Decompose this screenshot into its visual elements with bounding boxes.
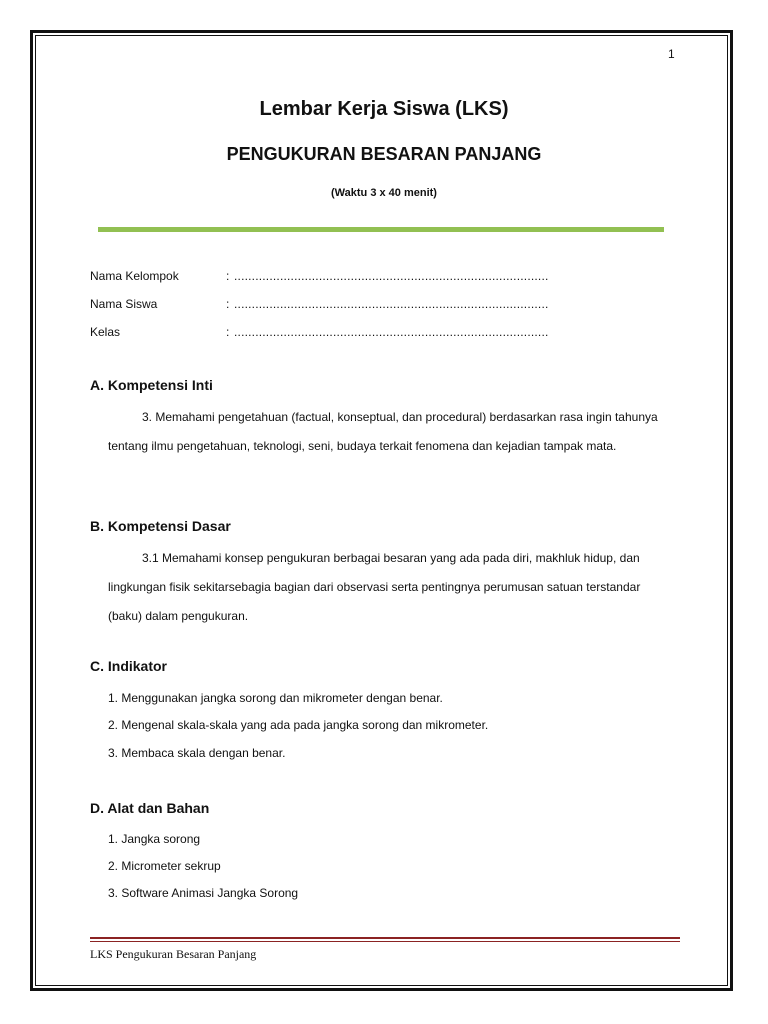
section-c-heading: C. Indikator [90, 658, 168, 674]
document-title: Lembar Kerja Siswa (LKS) [259, 98, 509, 120]
field-label: Nama Kelompok [90, 269, 179, 283]
field-blank[interactable]: ......................................................................................... [234, 297, 549, 311]
footer-divider [90, 937, 680, 939]
title-divider [98, 227, 664, 232]
footer-divider-thin [90, 941, 680, 942]
list-item: 2. Mengenal skala-skala yang ada pada jangka sorong dan mikrometer. [108, 718, 489, 732]
field-colon: : [226, 269, 230, 283]
document-subtitle: PENGUKURAN BESARAN PANJANG [226, 144, 542, 164]
field-label: Nama Siswa [90, 297, 158, 311]
list-item: 3. Membaca skala dengan benar. [108, 746, 286, 760]
footer-text: LKS Pengukuran Besaran Panjang [90, 947, 257, 961]
list-item: 2. Micrometer sekrup [108, 859, 221, 873]
field-colon: : [226, 297, 230, 311]
field-label: Kelas [90, 325, 121, 339]
list-item: 1. Jangka sorong [108, 832, 201, 846]
list-item: 1. Menggunakan jangka sorong dan mikrometer dengan benar. [108, 691, 443, 705]
section-b-heading: B. Kompetensi Dasar [90, 518, 231, 534]
section-a-paragraph: 3. Memahami pengetahuan (factual, konseptual, dan procedural) berdasarkan rasa ingin tahunya tentang ilmu pengetahuan, teknologi, seni, budaya terkait fenomena dan kejadian tampak mata. [108, 410, 658, 453]
section-d-heading: D. Alat dan Bahan [90, 800, 210, 816]
section-b-paragraph: 3.1 Memahami konsep pengukuran berbagai besaran yang ada pada diri, makhluk hidup, dan lingkungan fisik sekitarsebagia bagian dari observasi serta pentingnya perumusan satuan terstandar (baku) dalam pengukuran. [108, 551, 641, 623]
list-item: 3. Software Animasi Jangka Sorong [108, 886, 299, 900]
field-blank[interactable]: ......................................................................................... [234, 325, 549, 339]
field-colon: : [226, 325, 230, 339]
field-blank[interactable]: ......................................................................................... [234, 269, 549, 283]
duration-note: (Waktu 3 x 40 menit) [331, 187, 437, 199]
section-b-text [108, 544, 676, 631]
page-number: 1 [668, 47, 675, 61]
section-a-heading: A. Kompetensi Inti [90, 377, 213, 393]
section-a-text [108, 403, 676, 461]
